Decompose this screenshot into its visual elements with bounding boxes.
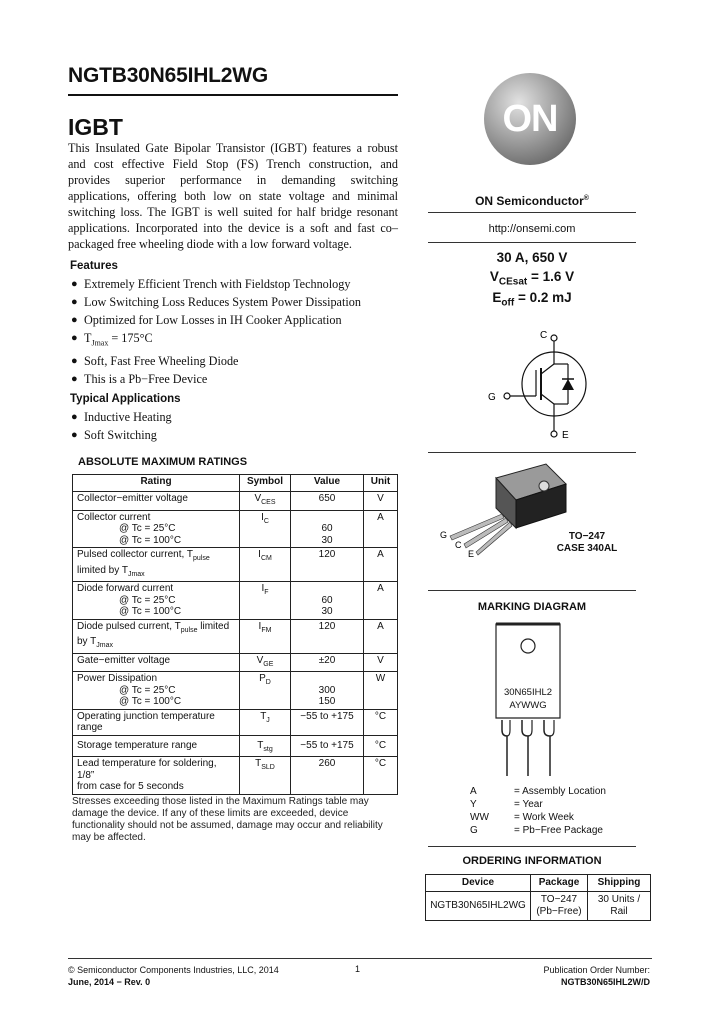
- header-rating: Rating: [73, 475, 240, 492]
- symbol-cell: $T_J$: [240, 709, 291, 735]
- table-row: [73, 672, 398, 710]
- igbt-schematic-icon: [480, 324, 590, 442]
- feature-item: ● This is a Pb−Free Device: [71, 372, 208, 387]
- divider: [428, 846, 636, 847]
- ordering-header-row: [426, 875, 651, 892]
- publication-label: Publication Order Number:: [543, 965, 650, 975]
- features-heading: Features: [70, 260, 118, 272]
- symbol-cell: $T_{stg}$: [240, 735, 291, 757]
- symbol-cell: $V_{CES}$: [240, 492, 291, 511]
- rating-cell: Collector current @ Tc = 25°C @ Tc = 100°C: [73, 510, 240, 548]
- part-number: NGTB30N65IHL2WG: [68, 64, 269, 87]
- spec-vcesat: $V_{CEsat} = 1.6$ V: [489, 269, 575, 288]
- rating-cell: Lead temperature for soldering, 1/8” from case for 5 seconds: [73, 757, 240, 795]
- unit-cell: A: [364, 582, 398, 620]
- ratings-note: Stresses exceeding those listed in the Maximum Ratings table may damage the device. If any of these limits are exceeded, device functionality should not be assumed, damage may occur and reliability may be affected.: [72, 796, 383, 843]
- copyright: © Semiconductor Components Industries, LLC, 2014: [68, 965, 279, 975]
- title-rule: [68, 94, 398, 96]
- legend-code: WW: [470, 812, 489, 823]
- marking-legend: [470, 785, 610, 837]
- legend-row: [470, 811, 610, 824]
- bullet-icon: ●: [71, 332, 78, 344]
- unit-cell: °C: [364, 709, 398, 735]
- legend-desc: = Assembly Location: [514, 786, 606, 797]
- footer-left: [68, 964, 279, 988]
- package-label: TO−247 CASE 340AL: [556, 531, 618, 554]
- table-row: [73, 709, 398, 735]
- marking-text: [488, 686, 568, 712]
- legend-desc: = Pb−Free Package: [514, 825, 603, 836]
- package-cell: TO−247 (Pb−Free): [531, 892, 588, 921]
- revision-date: June, 2014 − Rev. 0: [68, 977, 151, 987]
- symbol-cell: $P_D$: [240, 672, 291, 710]
- header-device: Device: [426, 875, 531, 892]
- value-cell: 650: [291, 492, 364, 511]
- table-row: [73, 735, 398, 757]
- unit-cell: A: [364, 619, 398, 653]
- header-symbol: Symbol: [240, 475, 291, 492]
- table-row: [73, 510, 398, 548]
- divider: [428, 590, 636, 591]
- symbol-cell: $I_F$: [240, 582, 291, 620]
- value-cell: −55 to +175: [291, 709, 364, 735]
- feature-item: ● Optimized for Low Losses in IH Cooker Application: [71, 313, 342, 327]
- feature-item-tjmax: ● $T_{Jmax} = 175^\circ C$: [71, 331, 153, 348]
- pin-c-label: C: [455, 540, 462, 550]
- unit-cell: V: [364, 492, 398, 511]
- application-item: ● Soft Switching: [71, 428, 157, 442]
- page-number: 1: [355, 964, 361, 974]
- rating-cell: Gate−emitter voltage: [73, 653, 240, 672]
- table-row: [73, 757, 398, 795]
- legend-desc: = Work Week: [514, 812, 574, 823]
- device-cell: NGTB30N65IHL2WG: [426, 892, 531, 921]
- marking-line-1: 30N65IHL2: [503, 687, 553, 698]
- header-package: Package: [531, 875, 588, 892]
- divider: [428, 212, 636, 213]
- gate-label: G: [488, 392, 496, 403]
- bullet-icon: ●: [71, 429, 78, 441]
- bullet-icon: ●: [71, 278, 78, 290]
- rating-cell: Power Dissipation @ Tc = 25°C @ Tc = 100°C: [73, 672, 240, 710]
- applications-heading: Typical Applications: [70, 393, 181, 405]
- feature-item: ● Extremely Efficient Trench with Fieldstop Technology: [71, 277, 351, 291]
- value-cell: −55 to +175: [291, 735, 364, 757]
- shipping-cell: 30 Units / Rail: [588, 892, 651, 921]
- value-cell: 60 30: [291, 510, 364, 548]
- ratings-title: ABSOLUTE MAXIMUM RATINGS: [78, 456, 248, 468]
- unit-cell: W: [364, 672, 398, 710]
- value-cell: 120: [291, 548, 364, 582]
- table-row: [73, 492, 398, 511]
- symbol-cell: $I_C$: [240, 510, 291, 548]
- bullet-icon: ●: [71, 411, 78, 423]
- unit-cell: V: [364, 653, 398, 672]
- publication-number: NGTB30N65IHL2W/D: [560, 977, 650, 987]
- collector-label: C: [540, 330, 548, 341]
- marking-line-2: AYWWG: [509, 700, 547, 711]
- features-list: [70, 275, 400, 388]
- applications-list: [70, 408, 400, 444]
- table-row: [426, 892, 651, 921]
- table-row: [73, 582, 398, 620]
- intro-paragraph: This Insulated Gate Bipolar Transistor (IGBT) features a robust and cost effective Field Stop (FS) Trench construction, and provides superior performance in demanding switching applications, offering both low on state voltage and minimal switching loss. The IGBT is well suited for half bridge resonant applications. Incorporated into the device is a soft and fast co–packaged free wheeling diode with a low forward voltage.: [68, 141, 398, 251]
- feature-item: ● Soft, Fast Free Wheeling Diode: [71, 354, 239, 369]
- table-row: [73, 653, 398, 672]
- unit-cell: °C: [364, 735, 398, 757]
- bullet-icon: ●: [71, 373, 78, 386]
- bullet-icon: ●: [71, 355, 78, 368]
- divider: [428, 452, 636, 453]
- footer-right: [500, 964, 650, 988]
- bullet-icon: ●: [71, 314, 78, 326]
- logo-text: ON: [502, 98, 558, 140]
- application-item: ● Inductive Heating: [71, 410, 172, 424]
- divider: [428, 242, 636, 243]
- symbol-cell: $V_{GE}$: [240, 653, 291, 672]
- unit-cell: °C: [364, 757, 398, 795]
- header-unit: Unit: [364, 475, 398, 492]
- legend-row: [470, 785, 610, 798]
- rating-cell: Pulsed collector current, $T_{pulse}$ limited by $T_{Jmax}$: [73, 548, 240, 582]
- ordering-title: ORDERING INFORMATION: [462, 855, 602, 867]
- rating-cell: Storage temperature range: [73, 735, 240, 757]
- spec-current-voltage: 30 A, 650 V: [496, 250, 568, 265]
- rating-cell: Diode forward current @ Tc = 25°C @ Tc = 100°C: [73, 582, 240, 620]
- feature-item: ● Low Switching Loss Reduces System Power Dissipation: [71, 295, 361, 309]
- pin-e-label: E: [468, 549, 475, 558]
- table-row: [73, 548, 398, 582]
- unit-cell: A: [364, 548, 398, 582]
- header-value: Value: [291, 475, 364, 492]
- pin-g-label: G: [440, 530, 448, 540]
- footer-rule: [68, 958, 652, 959]
- brand-url[interactable]: http://onsemi.com: [488, 223, 576, 235]
- symbol-cell: $I_{CM}$: [240, 548, 291, 582]
- rating-cell: Operating junction temperature range: [73, 709, 240, 735]
- ratings-header-row: [73, 475, 398, 492]
- device-type-heading: IGBT: [68, 114, 123, 140]
- legend-desc: = Year: [514, 799, 543, 810]
- value-cell: 120: [291, 619, 364, 653]
- ordering-table: [425, 874, 651, 921]
- symbol-cell: $T_{SLD}$: [240, 757, 291, 795]
- header-shipping: Shipping: [588, 875, 651, 892]
- unit-cell: A: [364, 510, 398, 548]
- bullet-icon: ●: [71, 296, 78, 308]
- legend-row: [470, 824, 610, 837]
- legend-code: Y: [470, 799, 477, 810]
- rating-cell: Diode pulsed current, $T_{pulse}$ limited by $T_{Jmax}$: [73, 619, 240, 653]
- value-cell: 300 150: [291, 672, 364, 710]
- brand-name: ON Semiconductor®: [475, 194, 589, 208]
- marking-diagram-title: MARKING DIAGRAM: [477, 601, 587, 613]
- ratings-table: [72, 474, 398, 795]
- table-row: [73, 619, 398, 653]
- symbol-cell: $I_{FM}$: [240, 619, 291, 653]
- rating-cell: Collector−emitter voltage: [73, 492, 240, 511]
- emitter-label: E: [562, 430, 569, 441]
- value-cell: 60 30: [291, 582, 364, 620]
- spec-eoff: $E_{off} = 0.2$ mJ: [492, 290, 572, 309]
- value-cell: ±20: [291, 653, 364, 672]
- value-cell: 260: [291, 757, 364, 795]
- legend-code: A: [470, 786, 477, 797]
- legend-row: [470, 798, 610, 811]
- legend-code: G: [470, 825, 478, 836]
